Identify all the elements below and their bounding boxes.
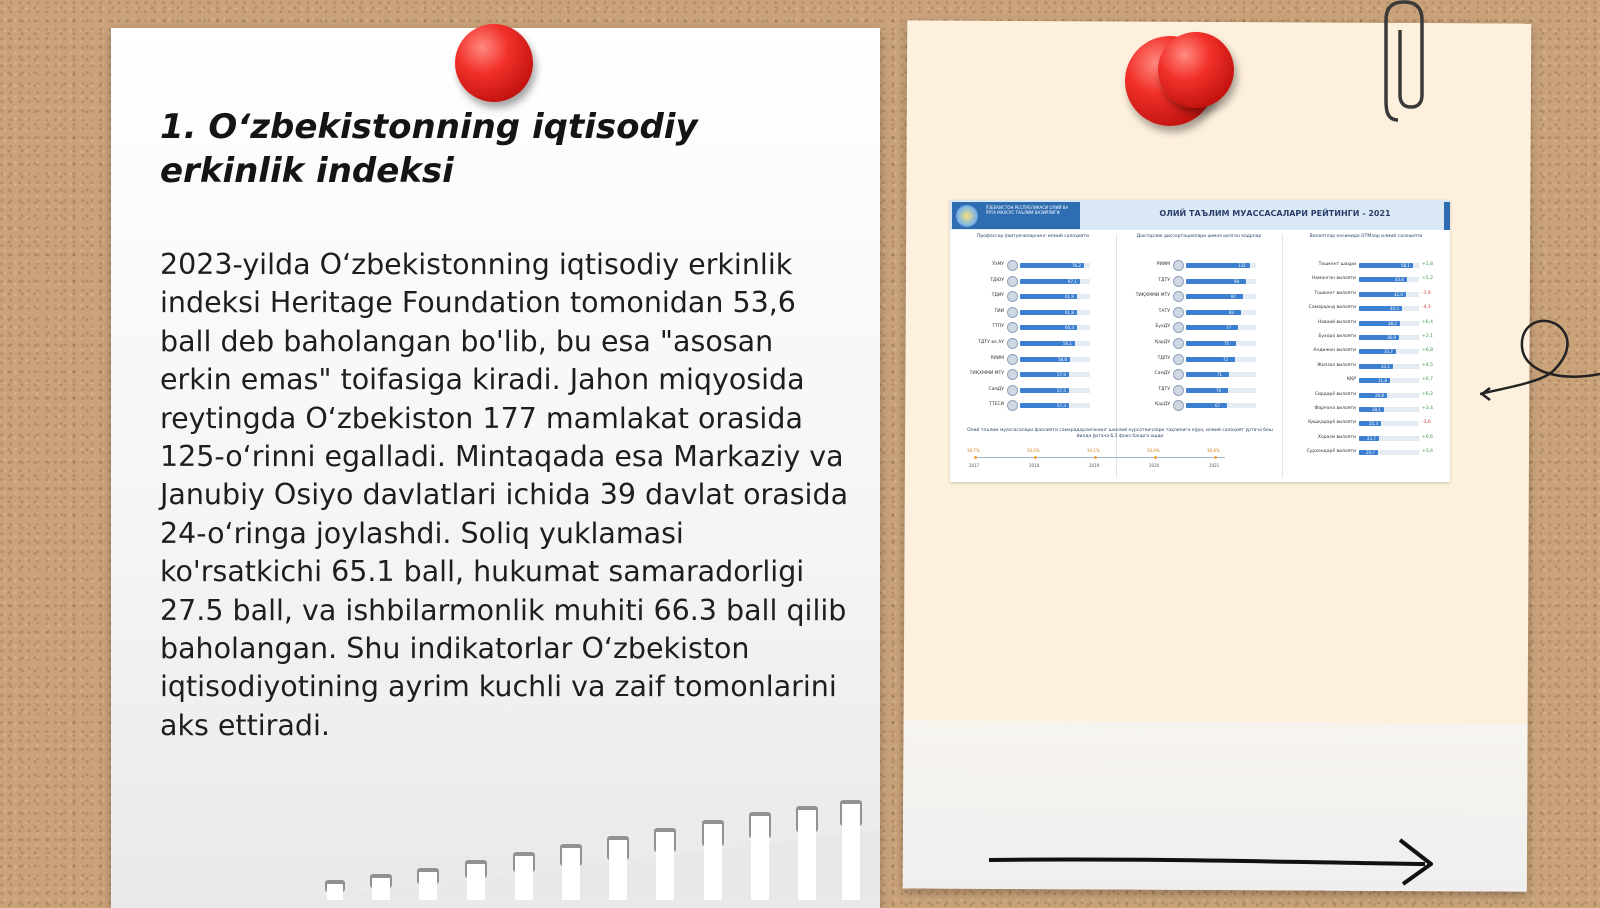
timeline-value: 34,1%	[1087, 448, 1100, 453]
red-pin-icon	[455, 24, 533, 102]
row-delta: -4,3	[1422, 305, 1431, 311]
row-delta: -1,9	[1422, 290, 1431, 296]
row-label: Хоразм вилояти	[1317, 434, 1356, 440]
ranking-row	[1120, 291, 1278, 301]
row-delta: +3,4	[1422, 406, 1433, 411]
university-logo-icon	[1007, 260, 1018, 271]
timeline-line	[975, 457, 1225, 458]
university-logo-icon	[1007, 369, 1018, 380]
row-label: ТИҚХММИ МТУ	[1135, 293, 1170, 299]
ranking-row	[1286, 447, 1446, 457]
torn-paper-edge	[300, 800, 880, 900]
row-delta: +0,7	[1422, 377, 1433, 383]
body-paragraph: 2023-yilda O‘zbekistonning iqtisodiy erkinlik indeksi Heritage Foundation tomonidan 53,6 ball deb baholangan bo'lib, bu esa "asosan erkin emas" toifasiga kiradi. Jahon miqyosida reytingda O‘zbekiston 177 mamlakat orasida 125-o‘rinni egalladi. Mintaqada esa Markaziy va Janubiy Osiyo davlatlari ichida 39 davlat orasida 24-o‘ringa joylashdi. Soliq yuklamasi ko'rsatkichi 65.1 ball, hukumat samaradorligi 27.5 ball, va ishbilarmonlik muhiti 66.3 ball qilib baholangan. Shu indikatorlar O‘zbekiston iqtisodiyotining ayrim kuchli va zaif tomonlarini aks ettiradi.	[160, 248, 849, 742]
university-logo-icon	[1173, 400, 1184, 411]
university-logo-icon	[1173, 307, 1184, 318]
ranking-row	[1120, 385, 1278, 395]
panel-heading: Вилоятлар кесимида ОТМлар илмий салоҳияти	[1309, 234, 1423, 239]
row-value: 36,9	[1387, 335, 1396, 340]
ranking-row	[1286, 433, 1446, 443]
panel-doctoral-defenses	[1120, 234, 1278, 478]
row-value: 72	[1223, 356, 1229, 362]
ranking-row	[1286, 260, 1446, 270]
scribble-loop-icon	[1480, 312, 1600, 412]
row-label: РИИМ	[990, 355, 1004, 361]
row-label: Бухоро вилояти	[1318, 334, 1356, 339]
row-value: 31,8	[1378, 378, 1387, 384]
ranking-row	[1286, 346, 1446, 356]
row-value: 77	[1226, 325, 1232, 331]
ranking-row	[1286, 404, 1446, 414]
row-label: СамДУ	[988, 386, 1004, 392]
row-label: ТТЕСИ	[989, 402, 1004, 408]
timeline-dot	[974, 456, 977, 459]
row-delta: +6,8	[1422, 348, 1433, 354]
row-value: 29,8	[1375, 392, 1384, 398]
row-label: Фарғона вилояти	[1314, 406, 1356, 411]
row-delta: +3,4	[1422, 449, 1433, 455]
ranking-row	[1120, 338, 1278, 348]
university-logo-icon	[1007, 354, 1018, 365]
row-delta: +5,2	[1422, 276, 1433, 282]
red-pin-icon	[1158, 32, 1234, 108]
ranking-row	[954, 322, 1112, 332]
row-value: 28,1	[1372, 407, 1381, 412]
ranking-row	[1286, 418, 1446, 428]
emblem-icon	[956, 205, 978, 227]
ranking-row	[954, 291, 1112, 301]
row-delta: -3,6	[1422, 420, 1431, 426]
row-label: Жиззах вилояти	[1317, 362, 1356, 368]
logo-text: ЎЗБЕКИСТОН РЕСПУБЛИКАСИ ОЛИЙ ВА ЎРТА МАХСУС ТАЪЛИМ ВАЗИРЛИГИ	[986, 205, 1069, 215]
row-delta: +6,2	[1422, 391, 1433, 397]
ranking-row	[1120, 400, 1278, 410]
university-logo-icon	[1007, 322, 1018, 333]
timeline-value: 36,8%	[1207, 448, 1220, 453]
ranking-row	[1286, 318, 1446, 328]
infographic-title: ОЛИЙ ТАЪЛИМ МУАССАСАЛАРИ РЕЙТИНГИ - 2021	[1159, 209, 1391, 218]
timeline-year: 2019	[1089, 463, 1100, 468]
ranking-row	[1120, 260, 1278, 270]
university-logo-icon	[1173, 369, 1184, 380]
row-label: Андижон вилояти	[1313, 348, 1356, 354]
row-value: 83	[1229, 309, 1235, 315]
row-label: ТДЮУ	[990, 277, 1004, 283]
page-title: 1. O‘zbekistonning iqtisodiy erkinlik indeksi	[160, 107, 698, 191]
row-label: Тошкент шаҳри	[1318, 262, 1356, 267]
row-label: Самарқанд вилояти	[1308, 305, 1356, 311]
university-logo-icon	[1007, 291, 1018, 302]
row-value: 60,3	[1065, 325, 1074, 331]
row-label: ТДТУ	[1158, 277, 1170, 283]
ministry-logo	[952, 202, 1080, 229]
row-label: ТИИ	[994, 308, 1004, 314]
timeline-year: 2017	[969, 463, 980, 468]
ranking-row	[954, 338, 1112, 348]
row-delta: +2,1	[1422, 334, 1433, 339]
timeline-dot	[1094, 456, 1097, 459]
row-label: ТДИУ	[991, 293, 1004, 299]
university-logo-icon	[1173, 276, 1184, 287]
row-bar	[1186, 388, 1228, 393]
paper-clip-icon	[1380, 0, 1430, 125]
ranking-row	[1120, 369, 1278, 379]
row-value: 38,2	[1388, 320, 1397, 326]
university-logo-icon	[1007, 400, 1018, 411]
row-label: ТДТУ ва АУ	[978, 340, 1004, 345]
row-label: Тошкент вилояти	[1314, 290, 1356, 296]
row-value: 35,7	[1384, 349, 1393, 355]
row-value: 71	[1217, 372, 1223, 378]
row-value: 57,3	[1057, 403, 1066, 409]
ranking-row	[1286, 361, 1446, 371]
timeline-value: 30,7%	[967, 448, 980, 453]
row-value: 67,1	[1068, 278, 1077, 284]
ranking-row	[1286, 303, 1446, 313]
row-value: 23,7	[1367, 435, 1376, 441]
university-logo-icon	[1007, 385, 1018, 396]
row-label: ЎзМУ	[992, 262, 1004, 267]
university-logo-icon	[1173, 354, 1184, 365]
ranking-row	[1286, 332, 1446, 342]
ranking-row	[1120, 276, 1278, 286]
row-delta: +1,8	[1422, 262, 1433, 267]
ranking-row	[1286, 390, 1446, 400]
row-delta: +6,4	[1422, 319, 1433, 325]
timeline-year: 2020	[1149, 463, 1160, 468]
timeline-value: 34,0%	[1027, 448, 1040, 453]
panel-heading: Докторлик диссертациялари ҳимоя қилган кадрлар	[1136, 234, 1262, 239]
timeline-dot	[1214, 456, 1217, 459]
row-label: Сурхондарё вилояти	[1306, 449, 1356, 455]
row-label: ТТПУ	[992, 324, 1004, 330]
row-label: ҚҚР	[1346, 377, 1356, 383]
row-value: 61,8	[1065, 309, 1074, 315]
row-label: ТДТУ	[1158, 386, 1170, 392]
row-value: 98	[1234, 278, 1240, 284]
row-value: 58,1	[1401, 263, 1410, 268]
ranking-row	[1286, 274, 1446, 284]
row-label: СамДУ	[1154, 371, 1170, 377]
row-value: 57,9	[1057, 372, 1066, 378]
row-value: 70	[1216, 387, 1222, 393]
row-value: 57,5	[1057, 387, 1066, 393]
row-label: РИИМ	[1156, 262, 1170, 267]
row-bar	[1186, 372, 1229, 377]
row-value: 42,0	[1394, 291, 1403, 297]
university-logo-icon	[1007, 307, 1018, 318]
rating-infographic	[950, 200, 1450, 482]
row-label: ТАТУ	[1158, 308, 1170, 314]
ranking-row	[1120, 307, 1278, 317]
ranking-row	[1120, 354, 1278, 364]
ranking-row	[954, 400, 1112, 410]
timeline-dot	[1034, 456, 1037, 459]
infographic-footer-text: Олий таълим муассасалари фаолияти самарадорлигининг шаклий курсаткичлари таҳлилига кўра, илмий салоҳият ўртача беш йилда ўртача 6,1 фоиз бандга ошди	[967, 428, 1273, 439]
university-logo-icon	[1007, 276, 1018, 287]
ranking-row	[954, 354, 1112, 364]
timeline-year: 2021	[1209, 463, 1220, 468]
row-value: 20,7	[1366, 450, 1375, 456]
row-value: 132	[1238, 263, 1246, 268]
row-value: 61,9	[1065, 294, 1074, 300]
row-value: 75	[1224, 341, 1230, 346]
university-logo-icon	[1007, 338, 1018, 349]
row-label: БухДУ	[1155, 324, 1170, 330]
row-label: Қашқадарё вилояти	[1308, 420, 1356, 426]
header-tab	[1444, 202, 1450, 230]
panel-heading: Профессор-ўқитувчиларнинг илмий салоҳияти	[977, 234, 1089, 239]
row-value: 40,5	[1390, 306, 1399, 312]
row-label: ҚарДУ	[1154, 402, 1170, 408]
university-logo-icon	[1173, 291, 1184, 302]
ranking-row	[954, 385, 1112, 395]
row-value: 58,8	[1058, 356, 1067, 362]
row-value: 43,6	[1395, 277, 1404, 283]
row-value: 76,2	[1072, 263, 1081, 268]
row-label: ТИҚХММИ МТУ	[969, 371, 1004, 377]
university-logo-icon	[1173, 385, 1184, 396]
row-label: Навоий вилояти	[1317, 319, 1356, 325]
row-value: 33,1	[1381, 363, 1390, 369]
ranking-row	[1120, 322, 1278, 332]
ranking-row	[954, 276, 1112, 286]
row-label: Сирдарё вилояти	[1314, 391, 1356, 397]
panel-divider	[1282, 234, 1283, 478]
row-value: 56,1	[1063, 341, 1072, 346]
panel-divider	[1116, 234, 1117, 478]
timeline-dot	[1154, 456, 1157, 459]
panel-scientific-potential	[954, 234, 1112, 478]
row-label: ҚарДУ	[1154, 340, 1170, 345]
arrow-right-icon	[985, 838, 1445, 886]
row-delta: +4,5	[1422, 362, 1433, 368]
row-value: 67	[1215, 403, 1221, 409]
timeline-value: 34,9%	[1147, 448, 1160, 453]
row-value: 25,3	[1369, 421, 1378, 427]
row-value: 87	[1231, 294, 1237, 300]
university-logo-icon	[1173, 338, 1184, 349]
ranking-row	[954, 307, 1112, 317]
timeline-year: 2018	[1029, 463, 1040, 468]
row-delta: +0,6	[1422, 434, 1433, 440]
row-bar	[1186, 403, 1227, 408]
row-label: Наманган вилояти	[1311, 276, 1356, 282]
university-logo-icon	[1173, 322, 1184, 333]
ranking-row	[954, 369, 1112, 379]
row-label: ТДПУ	[1157, 355, 1170, 361]
panel-regions	[1286, 234, 1446, 478]
ranking-row	[1286, 289, 1446, 299]
ranking-row	[1286, 375, 1446, 385]
ranking-row	[954, 260, 1112, 270]
university-logo-icon	[1173, 260, 1184, 271]
